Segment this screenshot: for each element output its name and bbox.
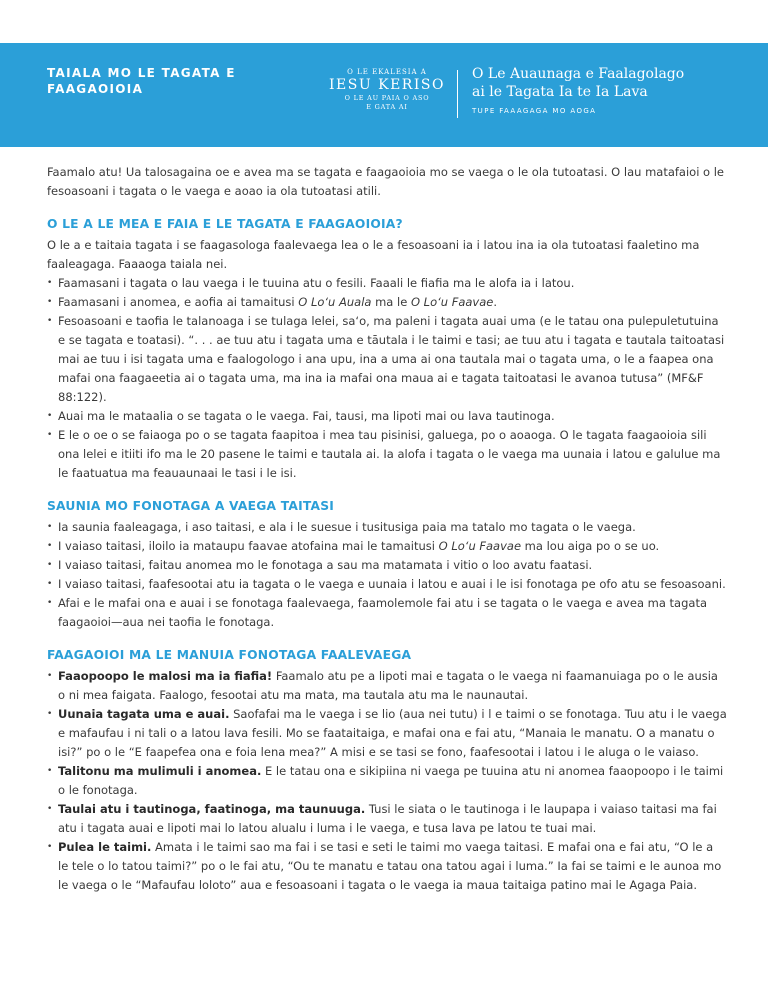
church-logo-line: IESU KERISO xyxy=(329,77,445,93)
list-item: • Ia saunia faaleagaga, i aso taitasi, e ala i le suesue i tusitusiga paia ma tatalo mo tagata o le vaega. xyxy=(47,518,727,537)
list-item xyxy=(47,800,727,838)
bullet-list xyxy=(47,274,727,483)
handbook-title-line: ai le Tagata Ia te Ia Lava xyxy=(472,84,648,100)
list-item xyxy=(47,762,727,800)
handbook-subtitle: TUPE FAAAGAGA MO AOGA xyxy=(472,107,597,115)
church-logo-line: O LE AU PAIA O ASO xyxy=(344,94,430,102)
list-item: • Auai ma le mataalia o se tagata o le vaega. Fai, tausi, ma lipoti mai ou lava tautinoga. xyxy=(47,407,727,426)
list-item-text: E le tatau ona e sikipiina ni vaega pe tuuina atu ni anomea faaopoopo i le taimi o le fonotaga. xyxy=(58,764,724,797)
list-item-text: Faamalo atu pe a lipoti mai e tagata o le vaega ni faamanuiaga po o le ausia o ni mea faigata. Faalogo, fesootai atu ma mata, ma tautala atu ma le naunautai. xyxy=(58,669,718,702)
list-item xyxy=(47,293,727,312)
booklet-title: O Lo‘u Auala xyxy=(298,295,372,309)
handbook-title xyxy=(472,65,752,115)
list-item xyxy=(47,705,727,762)
header-banner xyxy=(0,43,768,147)
section-heading: O LE A LE MEA E FAIA E LE TAGATA E FAAGAOIOIA? xyxy=(47,217,403,231)
list-item: • I vaiaso taitasi, faitau anomea mo le fonotaga a sau ma matamata i vitio o loo avatu faatasi. xyxy=(47,556,727,575)
list-item-text: Tusi le siata o le tautinoga i le laupapa i vaiaso taitasi ma fai atu i tagata auai e lipoti mai lo latou alualu i luma i le vaega, e tusa lava pe latou te tuai mai. xyxy=(58,802,717,835)
list-item-lead: Uunaia tagata uma e auai. xyxy=(58,707,230,721)
document-title: TAIALA MO LE TAGATA E FAAGAOIOIA xyxy=(47,66,236,96)
list-item-text: Faamasani i anomea, e aofia ai tamaitusi xyxy=(58,295,299,309)
list-item-text: ma lou aiga po o se uo. xyxy=(521,539,660,553)
booklet-title: O Lo‘u Faavae xyxy=(438,539,522,553)
logo-divider xyxy=(457,70,458,118)
booklet-title: O Lo‘u Faavae xyxy=(410,295,494,309)
list-item-text: Saofafai ma le vaega i se lio (aua nei tutu) i l e taimi o se fonotaga. Tuu atu i le vaega e mafaufau i ni tali o a latou lava fesili. Mo se faataitaiga, e mafai ona e fai atu, “Manaia le manatu. O a manatu o isi?” po o le “E faapefea ona e foia lena mea?” A misi e se tasi se fono, faafesootai i latou i le aluga o le vaiaso. xyxy=(58,707,727,759)
list-item-lead: Talitonu ma mulimuli i anomea. xyxy=(58,764,262,778)
list-item: • Faamasani i tagata o lau vaega i le tuuina atu o fesili. Faaali le fiafia ma le alofa ia i latou. xyxy=(47,274,727,293)
list-item xyxy=(47,838,727,895)
list-item-text: . xyxy=(493,295,497,309)
list-item-text: ma le xyxy=(371,295,411,309)
intro-paragraph: Faamalo atu! Ua talosagaina oe e avea ma se tagata e faagaoioia mo se vaega o le ola tutoatasi. O lau matafaioi o le fesoasoani i tagata o le vaega e aoao ia ola tutoatasi atili. xyxy=(47,165,725,198)
main-content xyxy=(47,163,727,895)
list-item-lead: Faaopoopo le malosi ma ia fiafia! xyxy=(58,669,273,683)
list-item: • E le o oe o se faiaoga po o se tagata faapitoa i mea tau pisinisi, galuega, po o aoaoga. O le tagata faagaoioia sili ona lelei e itiiti ifo ma le 20 pasene le taimi e tautala ai. Ia alofa i tagata o le vaega ma uunaia i latou e galulue ma le faatuatua ma feauaunaai le tasi i le isi. xyxy=(47,426,727,483)
church-logo-line: E GATA AI xyxy=(366,103,408,111)
list-item: • I vaiaso taitasi, faafesootai atu ia tagata o le vaega e uunaia i latou e auai i le isi fonotaga pe ofo atu se fesoasoani. xyxy=(47,575,727,594)
bullet-list xyxy=(47,518,727,632)
bullet-list xyxy=(47,667,727,895)
list-item-lead: Pulea le taimi. xyxy=(58,840,152,854)
list-item: • Fesoasoani e taofia le talanoaga i se tulaga lelei, sa‘o, ma paleni i tagata auai uma (e le tatau ona pulepuletutuina e se tagata e toatasi). “. . . ae tuu atu i tagata uma e tāutala i le taimi e tasi; ae tuu atu i tagata e tautala taitoatasi mai ae tuu i isi tagata uma e faalogologo i ana upu, ina a uma ai ona tautala mai o tagata uma, o le a faapea ona mafai ona faagaeetia ai o tagata uma, ma ina ia mafai ona maua ai e tagata taitoatasi le avanoa tutusa” (MF&F 88:122). xyxy=(47,312,727,407)
list-item-lead: Taulai atu i tautinoga, faatinoga, ma taunuuga. xyxy=(58,802,366,816)
church-logo xyxy=(322,67,452,112)
church-logo-line: O LE EKALESIA A xyxy=(347,68,427,76)
list-item: • Afai e le mafai ona e auai i se fonotaga faalevaega, faamolemole fai atu i se tagata o le vaega e avea ma tagata faagaoioi—aua nei taofia le fonotaga. xyxy=(47,594,727,632)
list-item xyxy=(47,537,727,556)
list-item-text: I vaiaso taitasi, iloilo ia mataupu faavae atofaina mai le tamaitusi xyxy=(58,539,439,553)
section-heading: SAUNIA MO FONOTAGA A VAEGA TAITASI xyxy=(47,499,335,513)
section-heading: FAAGAOIOI MA LE MANUIA FONOTAGA FAALEVAEGA xyxy=(47,648,412,662)
list-item-text: Amata i le taimi sao ma fai i se tasi e seti le taimi mo vaega taitasi. E mafai ona e fai atu, “O le a le tele o lo tatou taimi?” po o le fai atu, “Ou te manatu e tatau ona tatou agai i luma.” Ia fai se taimi e le aunoa mo le vaega o le “Mafaufau loloto” aua e fesoasoani i tagata o le vaega ia maua taitaiga patino mai le Agaga Paia. xyxy=(58,840,722,892)
handbook-title-line: O Le Auaunaga e Faalagolago xyxy=(472,66,685,82)
list-item xyxy=(47,667,727,705)
section-paragraph: O le a e taitaia tagata i se faagasologa faalevaega lea o le a fesoasoani ia i latou ina ia ola tutoatasi faaletino ma faaleagaga. Faaaoga taiala nei. xyxy=(47,238,700,271)
